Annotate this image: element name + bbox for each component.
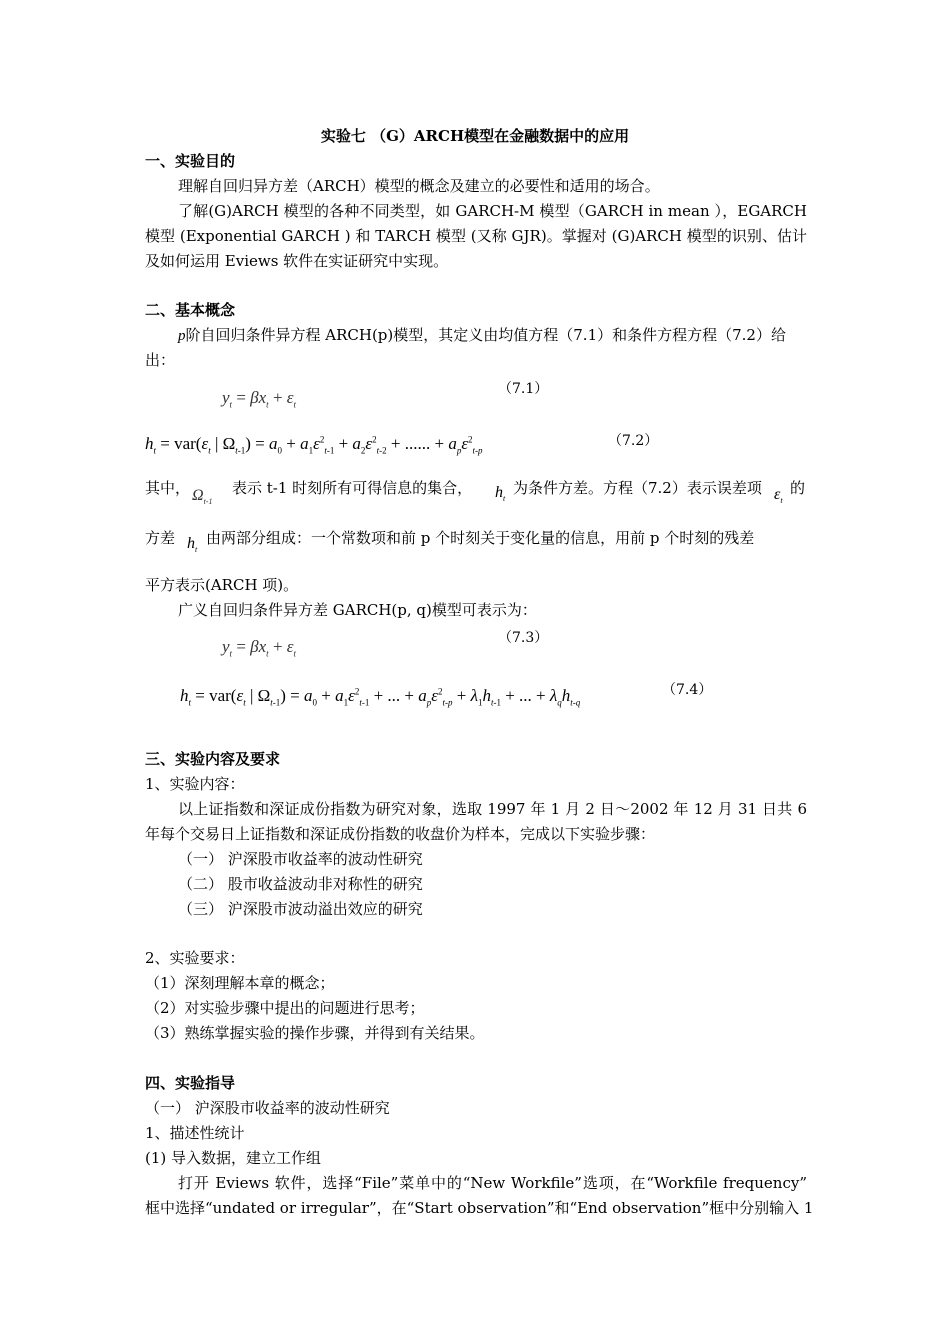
- paragraph-line: 打开 Eviews 软件，选择“File”菜单中的“New Workfile”选项，在“Workfile frequency”: [178, 1174, 807, 1192]
- subheading: 1、描述性统计: [145, 1124, 245, 1142]
- equation-number: （7.2）: [608, 433, 659, 449]
- paragraph-line: 广义自回归条件异方差 GARCH(p, q)模型可表示为：: [178, 601, 537, 619]
- paragraph-line: 年每个交易日上证指数和深证成份指数的收盘价为样本，完成以下实验步骤：: [145, 825, 656, 843]
- equation-7-1: $y_t = \beta x_t + \varepsilon_t$: [222, 388, 296, 410]
- list-item: （1）深刻理解本章的概念；: [145, 974, 335, 992]
- omega-symbol: $\Omega_{t-1}$: [192, 487, 213, 507]
- paragraph-text: 由两部分组成：一个常数项和前 p 个时刻关于变化量的信息，用前 p 个时刻的残差: [206, 529, 755, 547]
- paragraph-line: 理解自回归异方差（ARCH）模型的概念及建立的必要性和适用的场合。: [178, 177, 660, 195]
- paragraph-line: 模型 (Exponential GARCH ) 和 TARCH 模型 (又称 GJR)。掌握对 (G)ARCH 模型的识别、估计: [145, 227, 807, 245]
- subheading: (1) 导入数据，建立工作组: [145, 1149, 322, 1167]
- h-symbol: $h_t$: [495, 484, 506, 504]
- section-heading-concepts: 二、基本概念: [145, 301, 236, 319]
- subheading: （一） 沪深股市收益率的波动性研究: [145, 1099, 390, 1117]
- paragraph-text: 为条件方差。方程（7.2）表示误差项: [513, 479, 762, 497]
- paragraph-line: 2、实验要求：: [145, 949, 245, 967]
- equation-number: （7.3）: [498, 630, 549, 646]
- paragraph-line: 以上证指数和深证成份指数为研究对象，选取 1997 年 1 月 2 日～2002 年 12 月 31 日共 6: [178, 800, 807, 818]
- paragraph-text: 其中，: [145, 479, 191, 497]
- equation-number: （7.4）: [662, 682, 713, 698]
- paragraph-line: 1、实验内容：: [145, 775, 245, 793]
- section-heading-objectives: 一、实验目的: [145, 152, 236, 170]
- equation-7-3: $y_t = \beta x_t + \varepsilon_t$: [222, 637, 296, 659]
- var-p: p: [178, 328, 186, 344]
- paragraph-text: 的: [790, 479, 806, 497]
- list-item: （三） 沪深股市波动溢出效应的研究: [178, 900, 423, 918]
- h-symbol: $h_t$: [187, 535, 198, 555]
- paragraph-line: 框中选择“undated or irregular”，在“Start observation”和“End observation”框中分别输入 1: [145, 1199, 814, 1217]
- equation-7-4: $h_t = var(\varepsilon_t$ | $\Omega_{t-1}) = a_0 + a_1\varepsilon^2_{t-1}$ + ... + $a_p\varepsilon^2_{t-p} + \lambda_1h_{t-1}$ + ... + $\lambda_qh_{t-q}$: [180, 686, 581, 708]
- paragraph-line: [178, 325, 807, 346]
- paragraph-line: 了解(G)ARCH 模型的各种不同类型，如 GARCH-M 模型（GARCH in mean ），EGARCH: [178, 202, 807, 220]
- list-item: （二） 股市收益波动非对称性的研究: [178, 875, 423, 893]
- paragraph-line: 平方表示(ARCH 项)。: [145, 576, 299, 594]
- paragraph-text: 阶自回归条件异方程 ARCH(p)模型，其定义由均值方程（7.1）和条件方程方程（7.2）给: [185, 326, 786, 344]
- list-item: （一） 沪深股市收益率的波动性研究: [178, 850, 423, 868]
- section-heading-guide: 四、实验指导: [145, 1074, 236, 1092]
- equation-number: （7.1）: [498, 381, 549, 397]
- paragraph-text: 方差: [145, 529, 176, 547]
- page-title: 实验七 （G）ARCH模型在金融数据中的应用: [320, 127, 630, 145]
- paragraph-text: 表示 t-1 时刻所有可得信息的集合，: [232, 479, 473, 497]
- equation-7-2: $h_t = var(\varepsilon_t$ | $\Omega_{t-1}) = a_0 + a_1\varepsilon^2_{t-1} + a_2\varepsilon^2_{t-2}$ + ...... + $a_p\varepsilon^2_{t-p}$: [145, 434, 483, 456]
- epsilon-symbol: $\varepsilon_t$: [774, 486, 783, 506]
- list-item: （3）熟练掌握实验的操作步骤，并得到有关结果。: [145, 1024, 485, 1042]
- section-heading-content: 三、实验内容及要求: [145, 750, 281, 768]
- paragraph-line: 出：: [145, 351, 176, 369]
- list-item: （2）对实验步骤中提出的问题进行思考；: [145, 999, 425, 1017]
- paragraph-line: 及如何运用 Eviews 软件在实证研究中实现。: [145, 252, 449, 270]
